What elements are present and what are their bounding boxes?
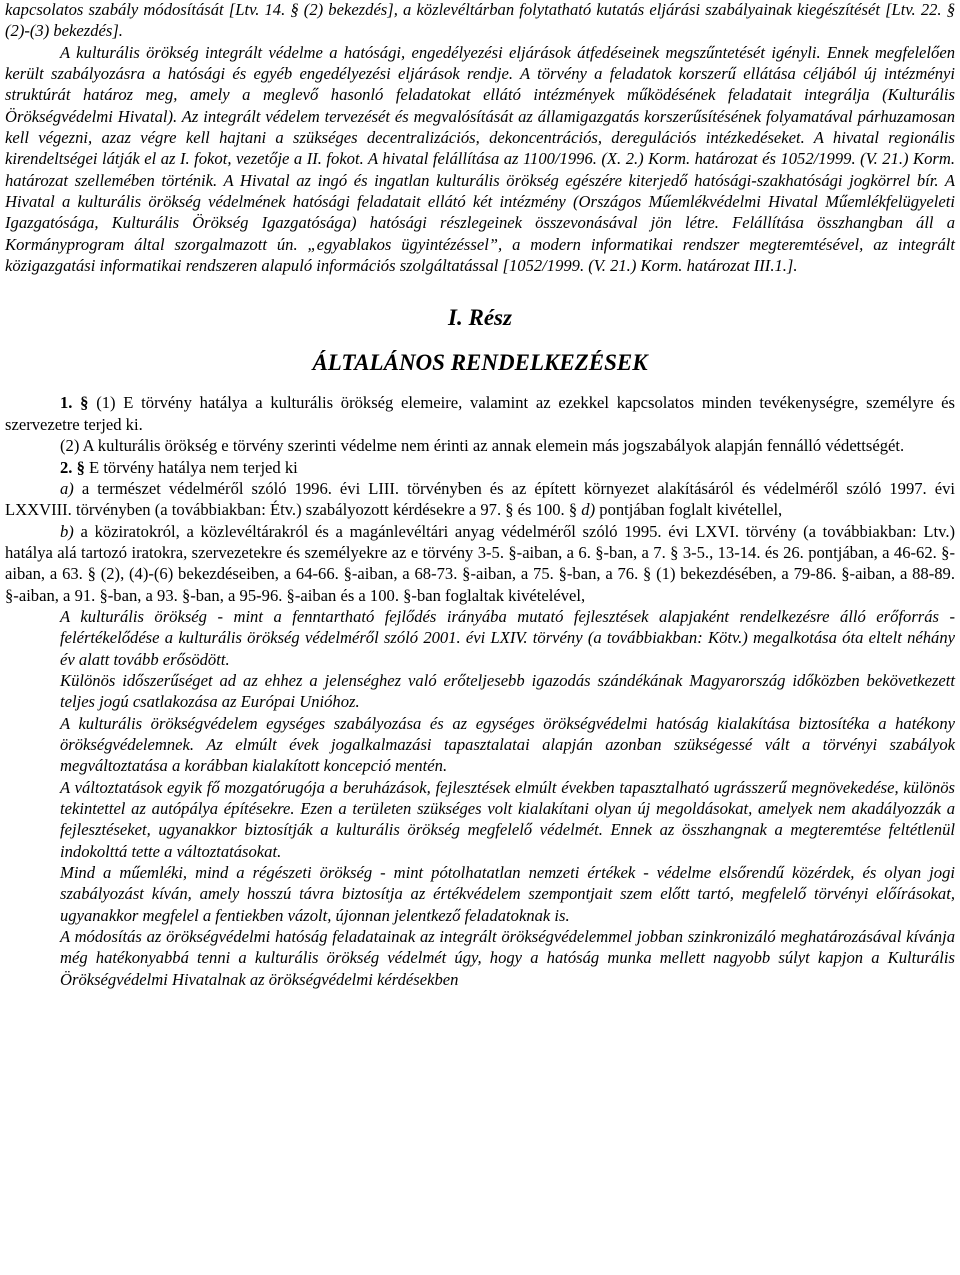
section-2-point-b (5, 521, 955, 606)
point-b-text: a köziratokról, a közlevéltárakról és a magánlevéltári anyag védelméről szóló 1995. évi LXVI. törvény (a továbbiakban: Ltv.) hatálya alá tartozó iratokra, szervezetekre és személyekre az e törvény 3-5. §-aiban, a 6. §-ban, a 7. § 3-5., 13-14. és 26. pontjában, a 46-62. §-aiban, a 63. § (2), (4)-(6) bekezdéseiben, a 64-66. §-aiban, a 68-73. §-aiban, a 75. §-ban, a 76. § (1) bekezdésében, a 79-86. §-aiban, a 88-89. §-aiban, a 91. §-ban, a 93. §-ban, a 95-96. §-aiban és a 100. §-ban foglaltak kivételével, (5, 521, 955, 605)
document-page (5, 0, 955, 990)
section-1-number: 1. § (60, 393, 89, 413)
section-1-paragraph-2: (2) A kulturális örökség e törvény szerinti védelme nem érinti az annak elemein más jogszabályok alapján fennálló védettségét. (60, 436, 905, 456)
section-2-point-a (5, 478, 955, 521)
section-heading: ÁLTALÁNOS RENDELKEZÉSEK (312, 350, 648, 376)
commentary-paragraph: A kulturális örökség - mint a fenntartható fejlődés irányába mutató fejlesztések alapjaként rendelkezésre álló erőforrás - felértékelődése a kulturális örökség védelméről szóló 2001. évi LXIV. törvény (a továbbiakban: Kötv.) megalkotása óta eltelt néhány év alatt tovább erősödött. (60, 606, 955, 669)
section-2-number: 2. § (60, 457, 85, 477)
section-2-intro (5, 457, 955, 478)
section-2-intro-text: E törvény hatálya nem terjed ki (84, 457, 298, 477)
commentary-paragraph: A változtatások egyik fő mozgatórugója a beruházások, fejlesztések elmúlt években tapasztalható ugrásszerű megnövekedése, különös tekintettel az autópálya építésekre. Ezen a területen szükséges volt kialakítani olyan új megoldásokat, amelyek nem akadályozzák a fejlesztéseket, ugyanakkor biztosítják a kulturális örökség megfelelő védelmét. Ennek az összhangnak a megteremtése feltétlenül indokolttá tette a változtatásokat. (60, 777, 955, 861)
preamble-paragraph-1: kapcsolatos szabály módosítását [Ltv. 14. § (2) bekezdés], a közlevéltárban folytatható kutatás eljárási szabályainak kiegészítését [Ltv. 22. § (2)-(3) bekezdés]. (5, 0, 955, 41)
section-1-text-1: (1) E törvény hatálya a kulturális örökség elemeire, valamint az ezekkel kapcsolatos minden tevékenységre, személyre és szervezetre terjed ki. (5, 393, 955, 434)
point-a-text-2: pontjában foglalt kivétellel, (595, 500, 783, 520)
commentary-paragraph: A kulturális örökségvédelem egységes szabályozása és az egységes örökségvédelmi hatóság kialakítása biztosítéka a hatékony örökségvédelemnek. Az elmúlt évek jogalkalmazási tapasztalatai alapján azonban szükségessé vált a törvényi szabályok megváltoztatása a korábban kialakított koncepció mentén. (60, 713, 955, 776)
commentary-paragraph: Mind a műemléki, mind a régészeti örökség - mint pótolhatatlan nemzeti értékek - védelme elsőrendű közérdek, és olyan jogi szabályozást kíván, amely hosszú távra biztosítja az értékvédelem szempontjait szem előtt tartó, megfelelő törvényi előírásokat, ugyanakkor megfelel a fentiekben vázolt, újonnan jelentkező feladatoknak is. (60, 863, 955, 925)
section-1-paragraph-1 (5, 392, 955, 435)
commentary-paragraph: A módosítás az örökségvédelmi hatóság feladatainak az integrált örökségvédelemmel jobban szinkronizáló meghatározásával kívánja még hatékonyabbá tenni a kulturális örökség védelmét úgy, hogy a hatóság munka mellett nagyobb súlyt kapjon a Kulturális Örökségvédelmi Hivatalnak az örökségvédelmi kérdésekben (60, 927, 955, 989)
commentary-paragraph: Különös időszerűséget ad az ehhez a jelenséghez való erőteljesebb igazodás szándékának Magyarország időközben bekövetkezett teljes jogú csatlakozása az Európai Unióhoz. (60, 670, 955, 712)
point-a-text-1: a természet védelméről szóló 1996. évi LIII. törvényben és az épített környezet alakításáról és védelméről szóló 1997. évi LXXVIII. törvényben (a továbbiakban: Étv.) szabályozott kérdésekre a 97. § és 100. § (5, 478, 955, 520)
part-title: I. Rész (448, 305, 512, 331)
point-b-label: b) (60, 521, 74, 541)
preamble-paragraph-2: A kulturális örökség integrált védelme a hatósági, engedélyezési eljárások átfedéseinek megszűntetését igényli. Ennek megfelelően került szabályozásra a hatósági és egyéb engedélyezési eljárások rendje. A törvény a feladatok korszerű ellátása céljából új intézményi struktúrát határoz meg, amely a meglevő hasonló feladatokat ellátó intézmények működésének feladatait integrálja (Kulturális Örökségvédelmi Hivatal). Az integrált védelem tervezését és megvalósítását az államigazgatás korszerűsítésének folyamatával párhuzamosan kell végezni, azaz végre kell hajtani a szükséges decentralizációs, dekoncentrációs, deregulációs intézkedéseket. A hivatal regionális kirendeltségei látják el az I. fokot, vezetője a II. fokot. A hivatal felállítása az 1100/1996. (X. 2.) Korm. határozat és 1052/1999. (V. 21.) Korm. határozat szellemében történik. A Hivatal az ingó és ingatlan kulturális örökség egészére kiterjedő hatósági-szakhatósági jogkörrel bír. A Hivatal a kulturális örökség védelmének hatósági feladatait ellátó két intézmény (Országos Műemlékvédelmi Hivatal Műemlékfelügyeleti Igazgatósága, Kulturális Örökség Igazgatósága) hatósági részlegeinek összevonásával jön létre. Felállítása összhangban áll a Kormányprogram által szorgalmazott ún. „egyablakos ügyintézéssel”, a modern informatikai rendszer megteremtésével, az integrált közigazgatási informatikai rendszeren alapuló információs szolgáltatással [1052/1999. (V. 21.) Korm. határozat III.1.]. (5, 42, 955, 276)
point-d-reference: d) (581, 500, 596, 520)
point-a-label: a) (60, 478, 74, 498)
